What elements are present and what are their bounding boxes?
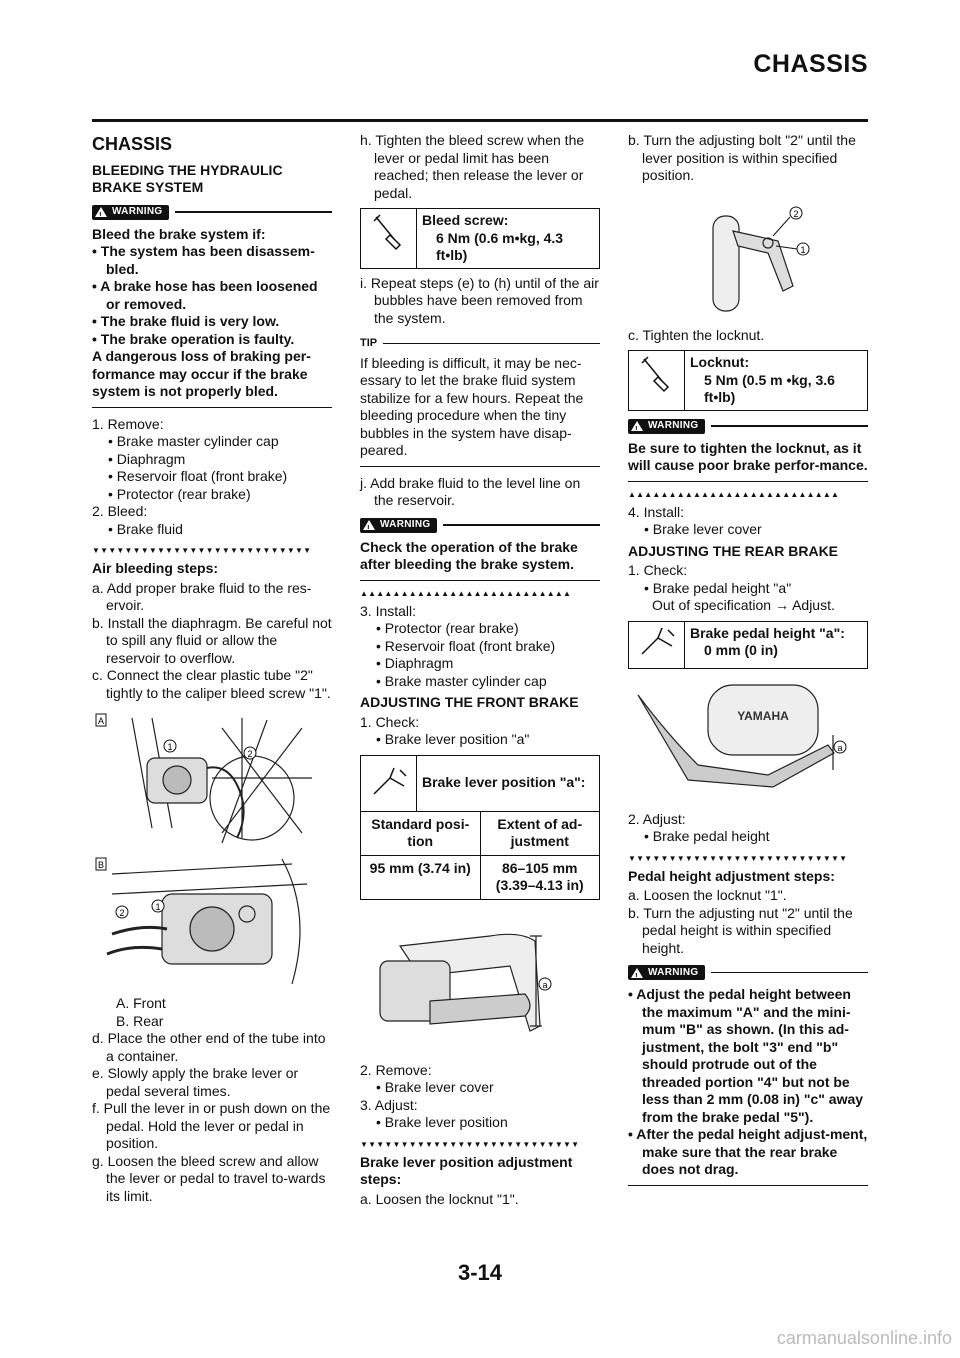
callout-2: 2 bbox=[119, 908, 125, 918]
triangle-divider-up: ▲▲▲▲▲▲▲▲▲▲▲▲▲▲▲▲▲▲▲▲▲▲▲▲▲▲ bbox=[628, 489, 840, 499]
air-bleeding-heading: Air bleeding steps: bbox=[92, 560, 219, 576]
warning-icon bbox=[363, 520, 375, 530]
callout-1: 1 bbox=[155, 902, 161, 912]
figure-label-b: B bbox=[97, 860, 105, 870]
column-1: CHASSIS BLEEDING THE HYDRAULIC BRAKE SYSTEM ! WARNING Bleed the brake system if: • The system has been disassem-bled. • A brake hose has been loosened or removed. • The brake fluid is very low. • The brake operation is faulty. A dangerous loss of braking per-formance may occur if the brake system is not properly bled. 1. Remove: • Brake master cylinder cap • Diaphragm • Reservoir float (front brake) • Protector (rear brake) 2. Bleed: • Brake fluid ▼▼▼▼▼▼▼▼▼▼▼▼▼▼▼▼▼▼▼▼▼▼▼▼▼▼▼ Air bleeding steps: a. Add proper brake fluid to the res-ervoir. b. Install the diaphragm. Be careful not to spill any fluid or allow the reservoir to overflow. c. Connect the clear plastic tube "2" tightly to the caliper bleed screw "1". A 1 2 B 2 1 A. Front B. Rear d. Place the other end of the tube into a container. e. Slowly apply the brake lever or pedal several times. f. Pull the lever in or push down on the pedal. Hold the lever or pedal in position. g. Loosen the bleed screw and allow the lever or pedal to travel to-wards its limit. bbox=[92, 132, 332, 1205]
section-title: CHASSIS bbox=[92, 134, 173, 154]
figure-front-caliper bbox=[92, 708, 332, 848]
page-header-title: CHASSIS bbox=[753, 50, 868, 78]
column-3: b. Turn the adjusting bolt "2" until the lever position is within specified position. 2 1 c. Tighten the locknut. Locknut: 5 Nm (0.5 m •kg, 3.6 ft•lb) ! WARNING Be sure to tighten the locknut, as it will cause poor brake perfor-mance. ▲▲▲▲▲▲▲▲▲▲▲▲▲▲▲▲▲▲▲▲▲▲▲▲▲▲ 4. Install: • Brake lever cover ADJUSTING THE REAR BRAKE 1. Check: • Brake pedal height "a" Out of specification → Adjust. Brake pedal height "a": 0 mm (0 in) YAMAHA a 2. Adjust: • Brake pedal height ▼▼▼▼▼▼▼▼▼▼▼▼▼▼▼▼▼▼▼▼▼▼▼▼▼▼▼ Pedal height adjustment steps: a. Loosen the locknut "1". b. Turn the adjusting nut "2" until the pedal height is within specified height. ! WARNING • Adjust the pedal height between the maximum "A" and the mini-mum "B" as shown. (In this ad-justment, the bolt "3" end "b" should protrude out of the threaded portion "4" but not be less than 2 mm (0.08 in) "c" away from the brake pedal "5"). • After the pedal height adjust-ment, make sure that the rear brake does not drag. bbox=[628, 132, 868, 1194]
column-2: h. Tighten the bleed screw when the lever or pedal limit has been reached; then release the lever or pedal. Bleed screw: 6 Nm (0.6 m•kg, 4.3 ft•lb) i. Repeat steps (e) to (h) until of the air bubbles have been removed from the system. TIP If bleeding is difficult, it may be nec-essary to let the brake fluid system stabilize for a few hours. Repeat the bleeding procedure when the tiny bubbles in the system have disap-peared. j. Add brake fluid to the level line on the reservoir. ! WARNING Check the operation of the brake after bleeding the brake system. ▲▲▲▲▲▲▲▲▲▲▲▲▲▲▲▲▲▲▲▲▲▲▲▲▲▲ 3. Install: • Protector (rear brake) • Reservoir float (front brake) • Diaphragm • Brake master cylinder cap ADJUSTING THE FRONT BRAKE 1. Check: • Brake lever position "a" Brake lever position "a": Standard posi-tion Extent of ad-justment 95 mm (3.74 in) 86–105 mm (3.39–4.13 in) a 2. Remove: • Brake lever cover 3. Adjust: • Brake lever position ▼▼▼▼▼▼▼▼▼▼▼▼▼▼▼▼▼▼▼▼▼▼▼▼▼▼▼ Brake lever position adjustment steps: a. Loosen the locknut "1". bbox=[360, 132, 600, 1208]
warning-body: Be sure to tighten the locknut, as it will cause poor brake perfor-mance. bbox=[628, 440, 868, 482]
triangle-divider-down: ▼▼▼▼▼▼▼▼▼▼▼▼▼▼▼▼▼▼▼▼▼▼▼▼▼▼▼ bbox=[628, 853, 848, 863]
legend-front: A. Front bbox=[116, 995, 166, 1011]
front-brake-heading: ADJUSTING THE FRONT BRAKE bbox=[360, 694, 579, 710]
watermark: carmanualsonline.info bbox=[776, 1328, 952, 1348]
warning-body: Bleed the brake system if: • The system has been disassem-bled. • A brake hose has been loosened or removed. • The brake fluid is very low. • The brake operation is faulty. A dangerous loss of braking per-formance may occur if the brake system is not properly bled. bbox=[92, 226, 332, 408]
warning-badge: ! WARNING bbox=[360, 518, 437, 533]
warning-icon bbox=[631, 421, 643, 431]
tip-box: TIP If bleeding is difficult, it may be nec-essary to let the brake fluid system stabilize for a few hours. Repeat the bleeding procedure when the tiny bubbles in the system have disap-peared. bbox=[360, 335, 600, 467]
figure-brake-lever bbox=[360, 906, 600, 1056]
figure-label-a: A bbox=[97, 716, 105, 726]
warning-body: Check the operation of the brake after bleeding the brake system. bbox=[360, 539, 600, 581]
callout-2: 2 bbox=[247, 749, 253, 759]
warning-icon bbox=[95, 207, 107, 217]
rear-brake-heading: ADJUSTING THE REAR BRAKE bbox=[628, 542, 839, 559]
triangle-divider-up: ▲▲▲▲▲▲▲▲▲▲▲▲▲▲▲▲▲▲▲▲▲▲▲▲▲▲ bbox=[360, 588, 572, 598]
legend-rear: B. Rear bbox=[116, 1012, 164, 1029]
measure-icon bbox=[629, 622, 685, 668]
torque-wrench-icon bbox=[361, 209, 417, 268]
lever-adjust-heading: Brake lever position adjustment steps: bbox=[360, 1153, 573, 1187]
callout-2: 2 bbox=[793, 208, 799, 219]
remove-steps: 1. Remove: • Brake master cylinder cap • Diaphragm • Reservoir float (front brake) • Protector (rear brake) 2. Bleed: • Brake fluid bbox=[92, 415, 288, 537]
warning-badge: ! WARNING bbox=[628, 419, 705, 434]
warning-header bbox=[628, 419, 868, 434]
subsection-title: BLEEDING THE HYDRAULIC BRAKE SYSTEM bbox=[92, 161, 283, 195]
warning-icon bbox=[631, 968, 643, 978]
warning-header bbox=[628, 965, 868, 980]
torque-wrench-icon bbox=[629, 351, 685, 410]
callout-1: 1 bbox=[800, 244, 806, 255]
header-rule bbox=[92, 119, 868, 122]
callout-a: a bbox=[837, 742, 843, 753]
warning-header bbox=[92, 205, 332, 220]
spec-pedal-height: Brake pedal height "a": 0 mm (0 in) bbox=[628, 621, 868, 669]
spec-locknut: Locknut: 5 Nm (0.5 m •kg, 3.6 ft•lb) bbox=[628, 350, 868, 411]
triangle-divider-down: ▼▼▼▼▼▼▼▼▼▼▼▼▼▼▼▼▼▼▼▼▼▼▼▼▼▼▼ bbox=[92, 546, 312, 555]
callout-1: 1 bbox=[167, 742, 173, 752]
callout-a: a bbox=[542, 979, 548, 990]
spec-bleed-screw: Bleed screw: 6 Nm (0.6 m•kg, 4.3 ft•lb) bbox=[360, 208, 600, 269]
warning-header bbox=[360, 518, 600, 533]
figure-adjusting-bolt bbox=[628, 191, 868, 321]
measure-icon bbox=[361, 756, 417, 811]
pedal-adjust-heading: Pedal height adjustment steps: bbox=[628, 867, 835, 884]
figure-rear-caliper bbox=[92, 854, 332, 989]
page-number: 3-14 bbox=[457, 1260, 503, 1285]
yamaha-logo: YAMAHA bbox=[737, 708, 789, 723]
warning-body: • Adjust the pedal height between the maximum "A" and the mini-mum "B" as shown. (In this ad-justment, the bolt "3" end "b" should protrude out of the threaded portion "4" but not be less than 2 mm (0.08 in) "c" away from the brake pedal "5"). • After the pedal height adjust-ment, make sure that the rear brake does not drag. bbox=[628, 986, 868, 1186]
warning-badge: ! WARNING bbox=[628, 965, 705, 980]
figure-brake-pedal bbox=[628, 675, 868, 805]
triangle-divider-down: ▼▼▼▼▼▼▼▼▼▼▼▼▼▼▼▼▼▼▼▼▼▼▼▼▼▼▼ bbox=[360, 1139, 580, 1149]
warning-badge: ! WARNING bbox=[92, 205, 169, 220]
spec-table-lever-position: Brake lever position "a": Standard posi-tion Extent of ad-justment 95 mm (3.74 in) 86–105 mm (3.39–4.13 in) bbox=[360, 755, 600, 900]
